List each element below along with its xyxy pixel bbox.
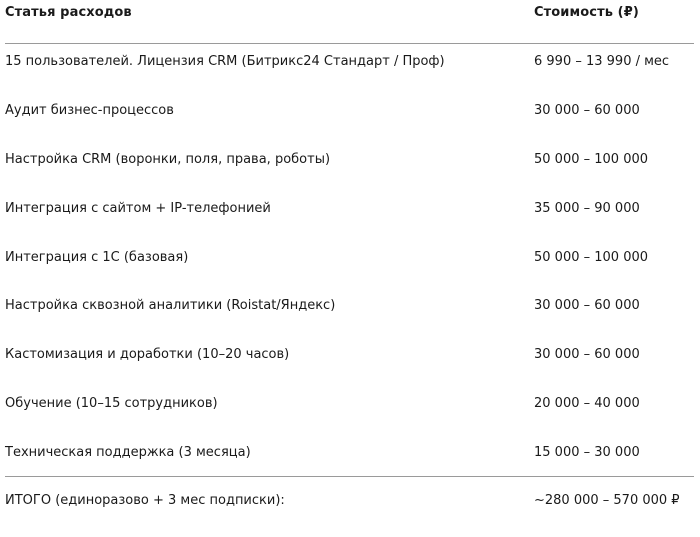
header-divider (5, 43, 694, 44)
row-cost: 50 000 – 100 000 (534, 152, 649, 167)
row-cost: 6 990 – 13 990 / мес (534, 54, 670, 69)
row-item: Настройка CRM (воронки, поля, права, роботы) (5, 152, 331, 167)
header-item: Статья расходов (5, 5, 132, 20)
total-row (0, 493, 700, 515)
row-cost: 50 000 – 100 000 (534, 250, 649, 265)
total-item: ИТОГО (единоразово + 3 мес подписки): (5, 493, 285, 508)
table-row (0, 103, 700, 125)
table-row (0, 152, 700, 174)
row-item: Аудит бизнес-процессов (5, 103, 174, 118)
row-cost: 20 000 – 40 000 (534, 396, 640, 411)
row-item: Обучение (10–15 сотрудников) (5, 396, 218, 411)
table-header-row (0, 0, 700, 30)
table-row (0, 347, 700, 369)
row-item: Техническая поддержка (3 месяца) (5, 445, 251, 460)
row-item: Интеграция с 1С (базовая) (5, 250, 189, 265)
row-item: 15 пользователей. Лицензия CRM (Битрикс24 Стандарт / Проф) (5, 54, 445, 69)
table-row (0, 250, 700, 272)
table-row (0, 54, 700, 76)
row-item: Настройка сквозной аналитики (Roistat/Яндекс) (5, 298, 336, 313)
table-row (0, 201, 700, 223)
row-item: Интеграция с сайтом + IP-телефонией (5, 201, 271, 216)
row-cost: 30 000 – 60 000 (534, 298, 640, 313)
row-cost: 30 000 – 60 000 (534, 103, 640, 118)
total-divider (5, 476, 694, 477)
table-row (0, 445, 700, 467)
table-row (0, 298, 700, 320)
total-cost: ~280 000 – 570 000 ₽ (534, 493, 680, 508)
row-cost: 30 000 – 60 000 (534, 347, 640, 362)
row-cost: 35 000 – 90 000 (534, 201, 640, 216)
header-cost: Стоимость (₽) (534, 5, 639, 20)
row-item: Кастомизация и доработки (10–20 часов) (5, 347, 290, 362)
row-cost: 15 000 – 30 000 (534, 445, 640, 460)
table-row (0, 396, 700, 418)
